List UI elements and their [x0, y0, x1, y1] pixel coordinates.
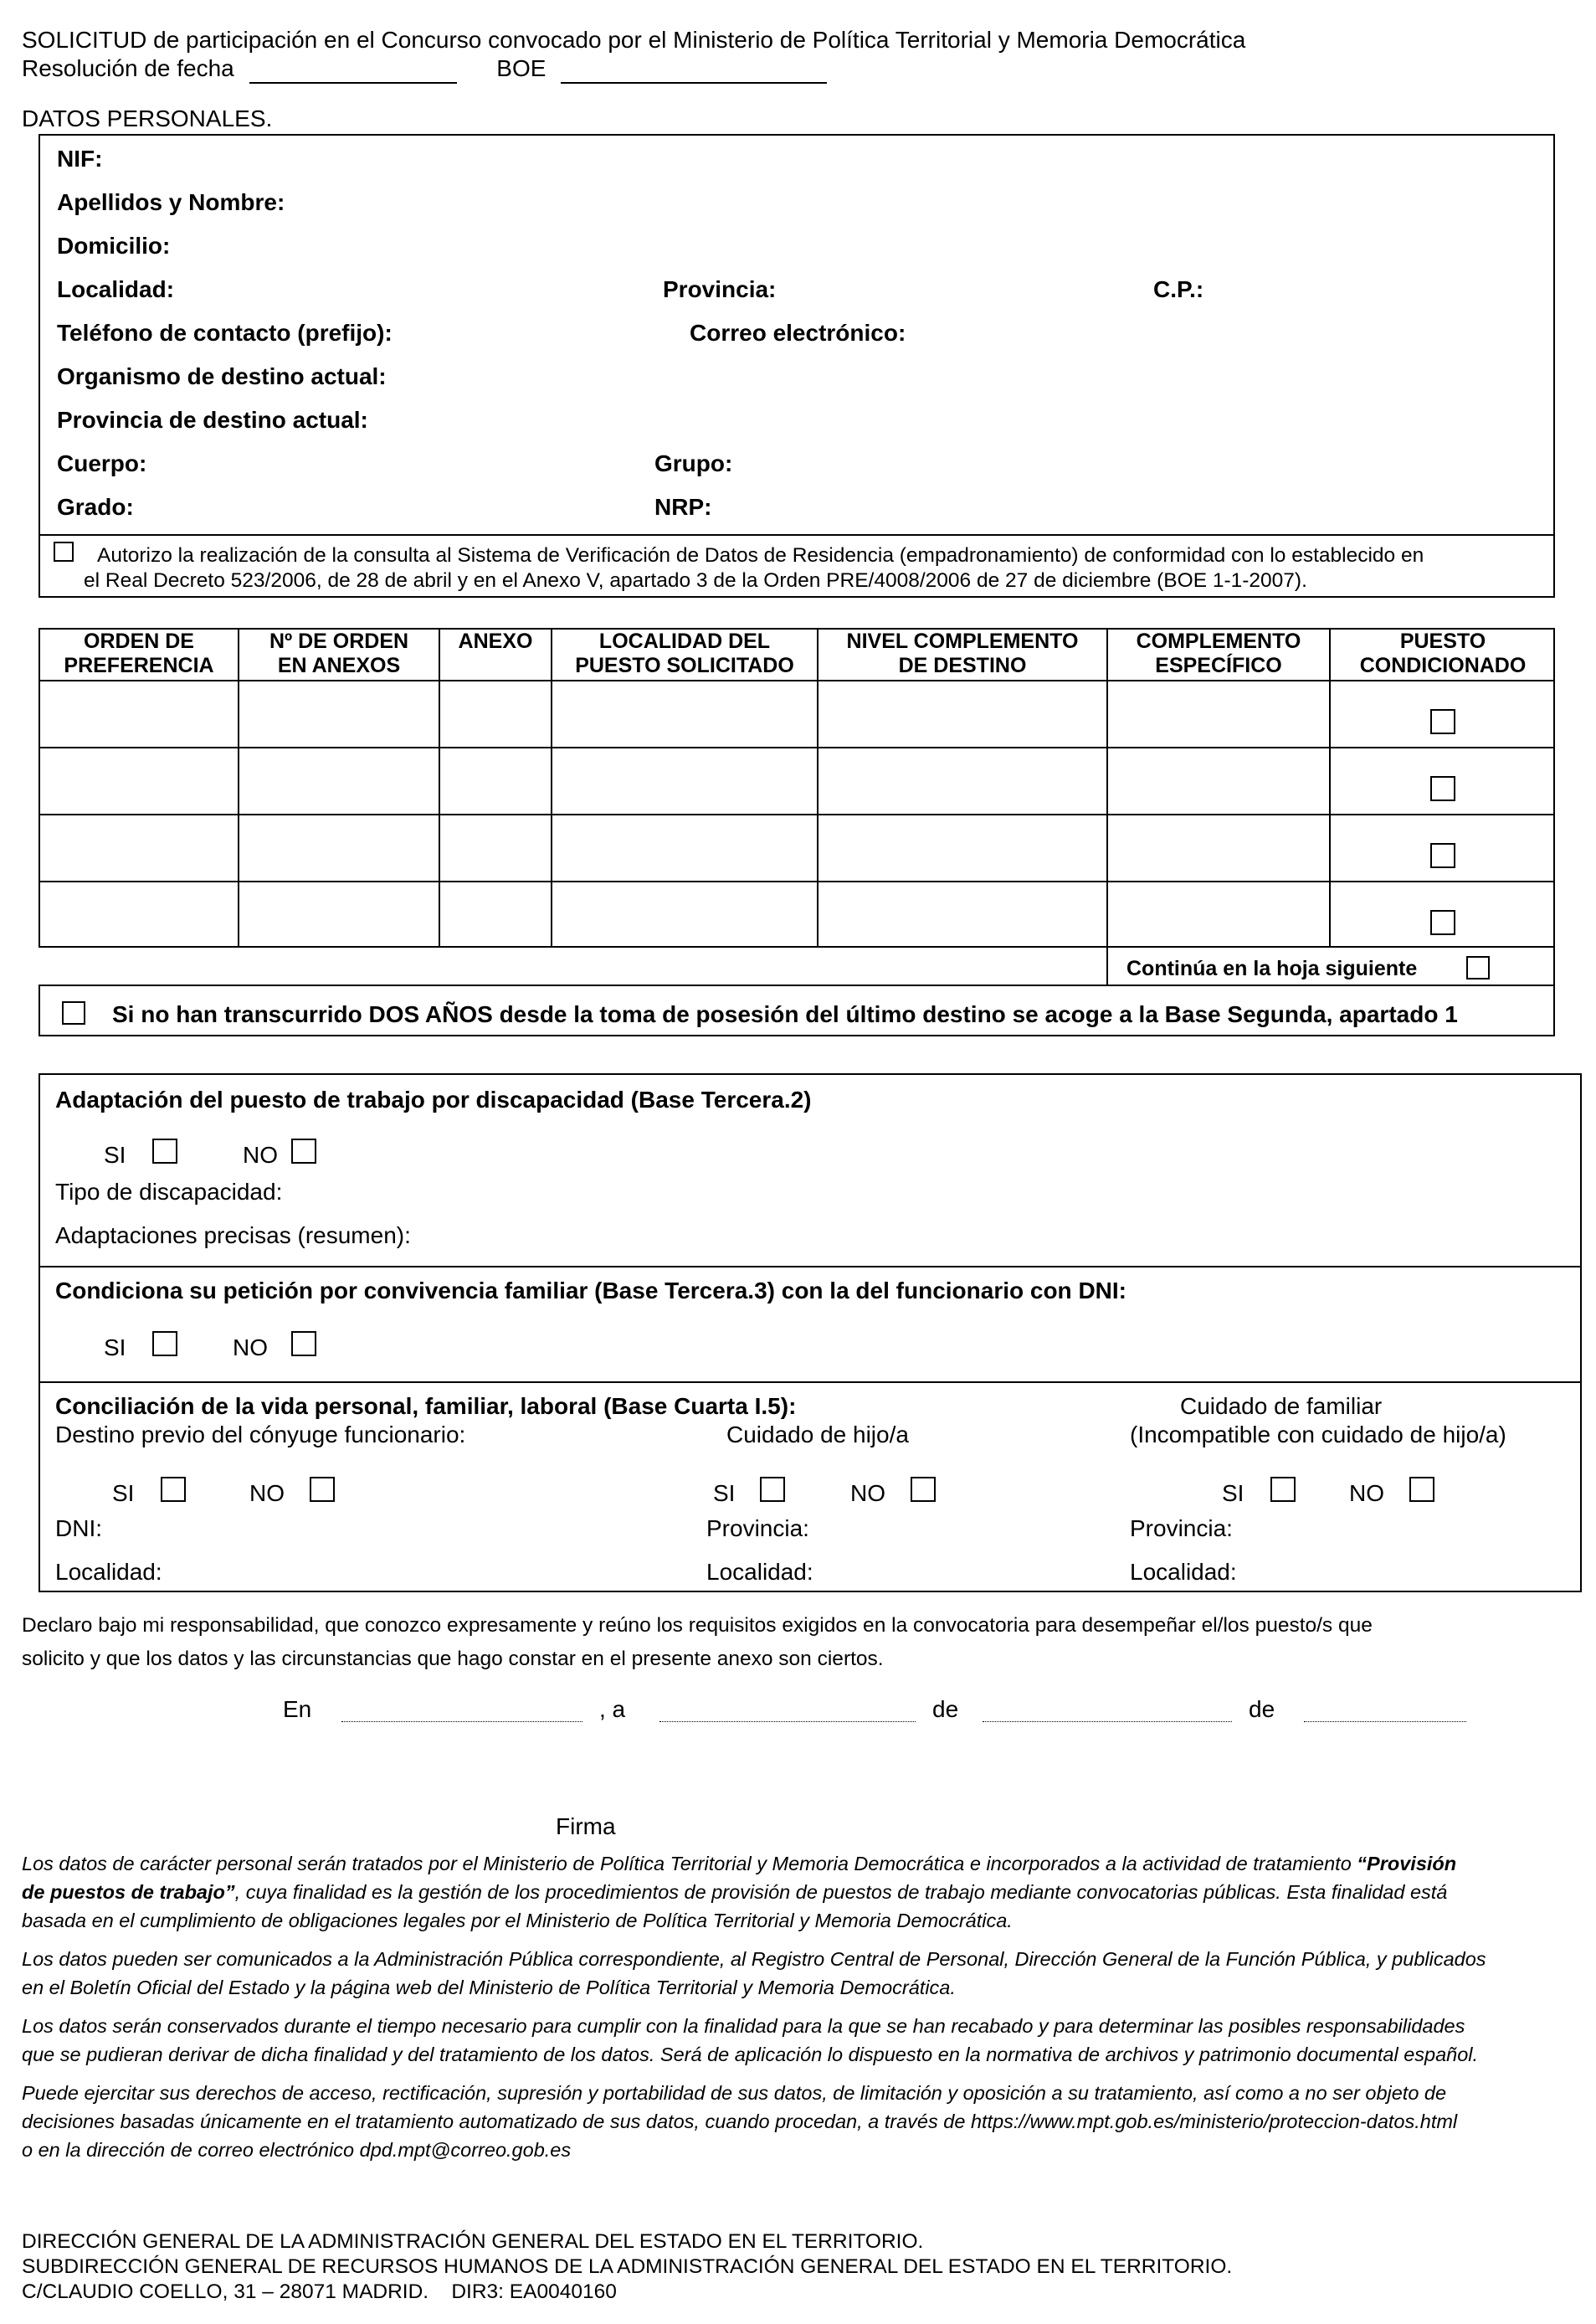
- telefono-label: Teléfono de contacto (prefijo):: [57, 320, 393, 346]
- incompatible-label: (Incompatible con cuidado de hijo/a): [1130, 1422, 1506, 1447]
- familiar-si-label: SI: [1222, 1480, 1244, 1506]
- grado-label: Grado:: [57, 494, 134, 520]
- privacy-p3-line2: que se pudieran derivar de dicha finalidad y del tratamiento de los datos. Será de aplicación lo dispuesto en la normativa de archivos y patrimonio documental español.: [22, 2044, 1479, 2065]
- cuerpo-label: Cuerpo:: [57, 450, 147, 476]
- en-label: En: [283, 1696, 312, 1722]
- dia-field[interactable]: [659, 1721, 916, 1722]
- provincia-destino-label: Provincia de destino actual:: [57, 407, 368, 433]
- privacy-p4-line3: o en la dirección de correo electrónico dpd.mpt@correo.gob.es: [22, 2139, 572, 2161]
- apellidos-label: Apellidos y Nombre:: [57, 189, 285, 215]
- hijo-no-label: NO: [850, 1480, 885, 1506]
- continua-checkbox[interactable]: [1466, 956, 1490, 979]
- convivencia-title: Condiciona su petición por convivencia familiar (Base Tercera.3) con la del funcionario con DNI:: [55, 1278, 1126, 1303]
- familiar-si-checkbox[interactable]: [1270, 1477, 1296, 1502]
- col-header-anexo: ANEXO: [458, 630, 533, 653]
- convivencia-no-checkbox[interactable]: [291, 1331, 316, 1356]
- privacy-p1-line1: Los datos de carácter personal serán tratados por el Ministerio de Política Territorial y Memoria Democrática e incorporados a la actividad de tratamiento “Provisión: [22, 1853, 1457, 1874]
- col-header-nivel-complemento: NIVEL COMPLEMENTO DE DESTINO: [846, 630, 1079, 677]
- tipo-discapacidad-label: Tipo de discapacidad:: [55, 1179, 283, 1205]
- de-mes-label: de: [932, 1696, 959, 1722]
- hijo-si-checkbox[interactable]: [760, 1477, 785, 1502]
- col-header-complemento-especifico: COMPLEMENTO ESPECÍFICO: [1136, 630, 1301, 677]
- en-lugar-field[interactable]: [341, 1721, 582, 1722]
- adaptaciones-label: Adaptaciones precisas (resumen):: [55, 1222, 411, 1248]
- col-header-localidad-puesto: LOCALIDAD DEL PUESTO SOLICITADO: [575, 630, 794, 677]
- conyuge-localidad-label: Localidad:: [55, 1559, 162, 1585]
- privacy-p4-line2: decisiones basadas únicamente en el tratamiento automatizado de sus datos, cuando procedan, a través de https://www.mpt.gob.es/ministerio/proteccion-datos.html: [22, 2111, 1458, 2132]
- destino-conyuge-label: Destino previo del cónyuge funcionario:: [55, 1422, 466, 1447]
- condicionado-checkbox-row1[interactable]: [1430, 709, 1455, 734]
- autorizo-text-line2: el Real Decreto 523/2006, de 28 de abril y en el Anexo V, apartado 3 de la Orden PRE/4008/2006 de 27 de diciembre (BOE 1-1-2007).: [84, 569, 1307, 592]
- form-title: SOLICITUD de participación en el Concurso convocado por el Ministerio de Política Territorial y Memoria Democrática: [22, 27, 1246, 53]
- privacy-p1-line2: de puestos de trabajo”, cuya finalidad es la gestión de los procedimientos de provisión de puestos de trabajo mediante convocatorias públicas. Esta finalidad está: [22, 1881, 1448, 1903]
- footer-line1: DIRECCIÓN GENERAL DE LA ADMINISTRACIÓN GENERAL DEL ESTADO EN EL TERRITORIO.: [22, 2230, 924, 2253]
- footer-line3: C/CLAUDIO COELLO, 31 – 28071 MADRID. DIR3: EA0040160: [22, 2280, 617, 2303]
- conyuge-no-checkbox[interactable]: [310, 1477, 335, 1502]
- col-header-orden-anexos: Nº DE ORDEN EN ANEXOS: [269, 630, 409, 677]
- boe-label: BOE: [496, 55, 547, 81]
- adaptacion-si-label: SI: [104, 1142, 126, 1168]
- hijo-si-label: SI: [713, 1480, 736, 1506]
- provincia-label: Provincia:: [663, 276, 777, 302]
- de-ano-label: de: [1249, 1696, 1275, 1722]
- continua-label: Continúa en la hoja siguiente: [1126, 957, 1418, 980]
- localidad-label: Localidad:: [57, 276, 175, 302]
- conyuge-si-label: SI: [112, 1480, 135, 1506]
- conciliacion-title: Conciliación de la vida personal, familiar, laboral (Base Cuarta I.5):: [55, 1393, 797, 1419]
- firma-label: Firma: [556, 1813, 616, 1839]
- familiar-provincia-label: Provincia:: [1130, 1515, 1233, 1541]
- resolucion-row: [22, 55, 827, 84]
- correo-label: Correo electrónico:: [690, 320, 906, 346]
- adaptacion-no-checkbox[interactable]: [291, 1139, 316, 1164]
- a-label: , a: [599, 1696, 626, 1722]
- privacy-p3-line1: Los datos serán conservados durante el tiempo necesario para cumplir con la finalidad para la que se han recabado y para determinar las posibles responsabilidades: [22, 2015, 1465, 2037]
- privacy-p2-line2: en el Boletín Oficial del Estado y la página web del Ministerio de Política Territorial y Memoria Democrática.: [22, 1977, 956, 1998]
- cuidado-hijo-label: Cuidado de hijo/a: [726, 1422, 909, 1447]
- adaptacion-no-label: NO: [243, 1142, 278, 1168]
- section-title-datos-personales: DATOS PERSONALES.: [22, 105, 273, 131]
- privacy-p2-line1: Los datos pueden ser comunicados a la Administración Pública correspondiente, al Registro Central de Personal, Dirección General de la Función Pública, y publicados: [22, 1948, 1486, 1970]
- domicilio-label: Domicilio:: [57, 233, 171, 259]
- conyuge-si-checkbox[interactable]: [161, 1477, 186, 1502]
- cp-label: C.P.:: [1153, 276, 1204, 302]
- adaptacion-si-checkbox[interactable]: [152, 1139, 177, 1164]
- nif-label: NIF:: [57, 146, 103, 172]
- organismo-label: Organismo de destino actual:: [57, 363, 387, 389]
- declaracion-line2: solicito y que los datos y las circunstancias que hago constar en el presente anexo son ciertos.: [22, 1648, 884, 1670]
- declaracion-line1: Declaro bajo mi responsabilidad, que conozco expresamente y reúno los requisitos exigidos en la convocatoria para desempeñar el/los puesto/s que: [22, 1614, 1373, 1637]
- condicionado-checkbox-row2[interactable]: [1430, 776, 1455, 801]
- dni-label: DNI:: [55, 1515, 102, 1541]
- dos-anos-text: Si no han transcurrido DOS AÑOS desde la toma de posesión del último destino se acoge a la Base Segunda, apartado 1: [112, 1001, 1458, 1027]
- resolucion-date-field[interactable]: [249, 55, 457, 84]
- convivencia-si-checkbox[interactable]: [152, 1331, 177, 1356]
- condicionado-checkbox-row3[interactable]: [1430, 843, 1455, 868]
- autorizo-text-line1: Autorizo la realización de la consulta al Sistema de Verificación de Datos de Residencia (empadronamiento) de conformidad con lo establecido en: [97, 544, 1424, 567]
- dos-anos-checkbox[interactable]: [62, 1001, 85, 1025]
- grupo-label: Grupo:: [654, 450, 733, 476]
- familiar-no-checkbox[interactable]: [1409, 1477, 1434, 1502]
- familiar-no-label: NO: [1349, 1480, 1384, 1506]
- mes-field[interactable]: [983, 1721, 1232, 1722]
- autorizo-checkbox[interactable]: [54, 542, 74, 562]
- boe-field[interactable]: [561, 55, 827, 84]
- privacy-p4-line1: Puede ejercitar sus derechos de acceso, rectificación, supresión y portabilidad de sus datos, de limitación y oposición a su tratamiento, así como a no ser objeto de: [22, 2082, 1447, 2104]
- hijo-provincia-label: Provincia:: [706, 1515, 809, 1541]
- convivencia-no-label: NO: [233, 1334, 268, 1360]
- familiar-localidad-label: Localidad:: [1130, 1559, 1237, 1585]
- adaptacion-title: Adaptación del puesto de trabajo por discapacidad (Base Tercera.2): [55, 1087, 812, 1113]
- privacy-p1-line3: basada en el cumplimiento de obligaciones legales por el Ministerio de Política Territorial y Memoria Democrática.: [22, 1910, 1013, 1931]
- condicionado-checkbox-row4[interactable]: [1430, 910, 1455, 935]
- col-header-orden-preferencia: ORDEN DE PREFERENCIA: [64, 630, 214, 677]
- nrp-label: NRP:: [654, 494, 712, 520]
- hijo-no-checkbox[interactable]: [911, 1477, 936, 1502]
- resolucion-label: Resolución de fecha: [22, 55, 234, 81]
- ano-field[interactable]: [1304, 1721, 1466, 1722]
- convivencia-si-label: SI: [104, 1334, 126, 1360]
- hijo-localidad-label: Localidad:: [706, 1559, 813, 1585]
- conyuge-no-label: NO: [249, 1480, 285, 1506]
- col-header-puesto-condicionado: PUESTO CONDICIONADO: [1359, 630, 1527, 677]
- footer-line2: SUBDIRECCIÓN GENERAL DE RECURSOS HUMANOS DE LA ADMINISTRACIÓN GENERAL DEL ESTADO EN EL TERRITORIO.: [22, 2255, 1233, 2278]
- cuidado-familiar-label: Cuidado de familiar: [1180, 1393, 1383, 1419]
